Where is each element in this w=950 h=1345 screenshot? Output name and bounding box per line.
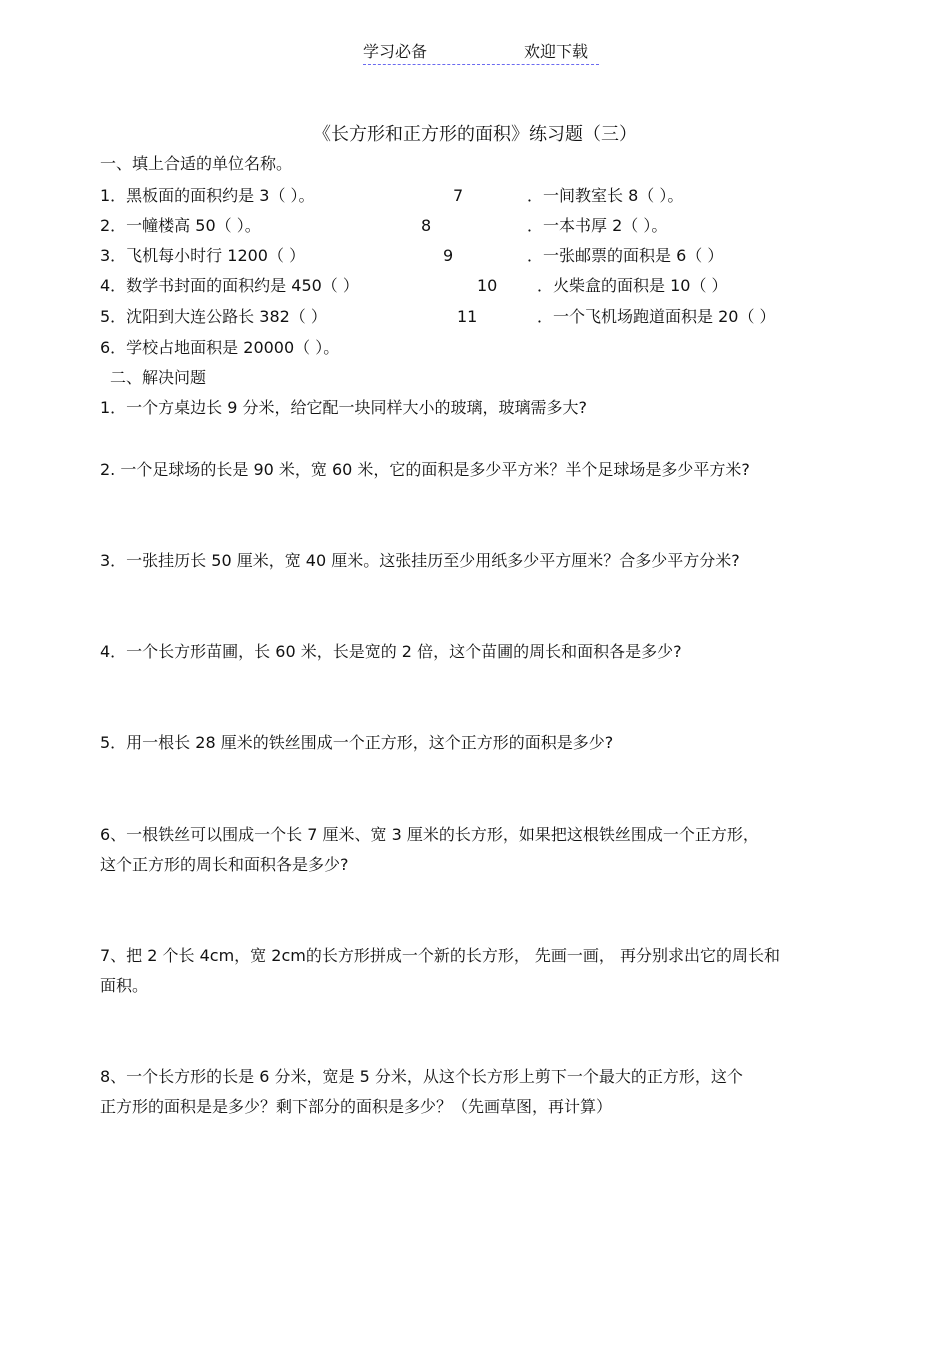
section1-heading: 一、填上合适的单位名称。 [100,154,293,173]
question-4: 4．一个长方形苗圃，长 60 米，长是宽的 2 倍，这个苗圃的周长和面积各是多少? [100,642,682,661]
s1-row1-num: 7 [453,186,464,205]
page-title: 《长方形和正方形的面积》练习题（三） [313,124,637,145]
s1-row4-right: ．火柴盒的面积是 10（ ） [537,276,728,295]
s1-row2-left: 2．一幢楼高 50（ ）。 [100,216,261,235]
question-7-line2: 面积。 [100,976,149,995]
question-2: 2. 一个足球场的长是 90 米，宽 60 米，它的面积是多少平方米？半个足球场是多少平方米? [100,460,750,479]
header-right: 欢迎下载 [524,42,589,61]
s1-row6: 6．学校占地面积是 20000（ ）。 [100,338,340,357]
s1-row4-left: 4．数学书封面的面积约是 450（ ） [100,276,359,295]
s1-row1-right: ．一间教室长 8（ ）。 [527,186,684,205]
question-7-line1: 7、把 2 个长 4cm，宽 2cm的长方形拼成一个新的长方形， 先画一画， 再分别求出它的周长和 [100,946,781,965]
question-3: 3．一张挂历长 50 厘米，宽 40 厘米。这张挂历至少用纸多少平方厘米？合多少平方分米? [100,551,740,570]
s1-row1-left: 1．黑板面的面积约是 3（ ）。 [100,186,315,205]
question-5: 5．用一根长 28 厘米的铁丝围成一个正方形，这个正方形的面积是多少? [100,733,614,752]
s1-row3-num: 9 [443,246,454,265]
question-6-line1: 6、一根铁丝可以围成一个长 7 厘米、宽 3 厘米的长方形，如果把这根铁丝围成一个正方形， [100,825,759,844]
s1-row4-num: 10 [477,276,498,295]
s1-row5-num: 11 [457,307,478,326]
header-left: 学习必备 [363,42,428,61]
question-6-line2: 这个正方形的周长和面积各是多少? [100,855,349,874]
s1-row3-right: ．一张邮票的面积是 6（ ） [527,246,724,265]
page-header [363,42,599,65]
s1-row2-num: 8 [421,216,432,235]
question-8-line2: 正方形的面积是是多少？剩下部分的面积是多少？（先画草图，再计算） [100,1097,613,1116]
question-8-line1: 8、一个长方形的长是 6 分米，宽是 5 分米，从这个长方形上剪下一个最大的正方形，这个 [100,1067,743,1086]
s1-row2-right: ．一本书厚 2（ ）。 [527,216,668,235]
section2-heading: 二、解决问题 [110,368,207,387]
s1-row5-left: 5．沈阳到大连公路长 382（ ） [100,307,327,326]
question-1: 1．一个方桌边长 9 分米，给它配一块同样大小的玻璃，玻璃需多大? [100,398,588,417]
s1-row5-right: ．一个飞机场跑道面积是 20（ ） [537,307,776,326]
s1-row3-left: 3．飞机每小时行 1200（ ） [100,246,306,265]
